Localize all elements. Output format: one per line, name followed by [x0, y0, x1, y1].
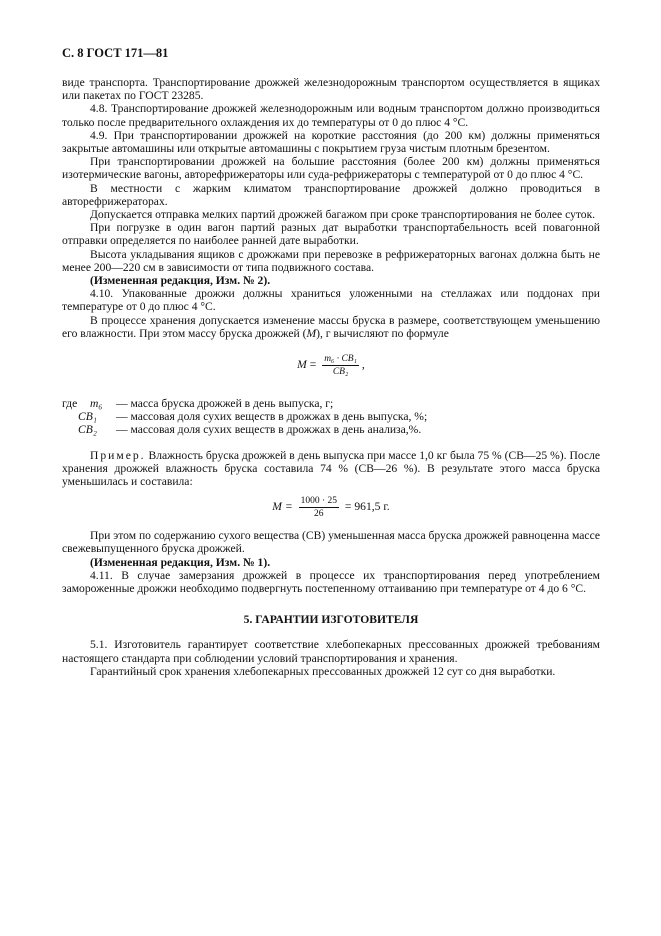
formula-tail: ,	[361, 358, 365, 372]
paragraph: При транспортировании дрожжей на большие расстояния (более 200 км) должны применяться изотермические вагоны, авторефрижераторы или суда-рефрижераторы с температурой от 0 до плюс 4 °С.	[62, 155, 600, 182]
legend-symbol: CB₂	[78, 423, 97, 437]
example-numerator: 1000 · 25	[300, 496, 338, 507]
example-result: = 961,5 г.	[344, 500, 390, 514]
paragraph-4-11: 4.11. В случае замерзания дрожжей в процессе их транспортирования перед употреблением замороженные дрожжи необходимо подвергнуть постепенному оттаиванию при температуре от 4 до 6 °С.	[62, 568, 600, 596]
legend-row	[62, 423, 600, 436]
example-lhs: M =	[272, 500, 293, 514]
legend-where: где	[62, 397, 78, 411]
section-title: 5. ГАРАНТИИ ИЗГОТОВИТЕЛЯ	[243, 613, 419, 627]
paragraph: Гарантийный срок хранения хлебопекарных прессованных дрожжей 12 сут со дня выработки.	[90, 664, 556, 678]
example-label: Пример.	[90, 448, 146, 462]
page-header: С. 8 ГОСТ 171—81	[62, 46, 169, 60]
legend-text: — массовая доля сухих веществ в дрожжах в день выпуска, %;	[116, 410, 428, 424]
paragraph: При погрузке в один вагон партий разных дат выработки транспортабельность всей повагонной отправки определяется по наиболее ранней дате выработки.	[62, 221, 600, 248]
example-fraction	[299, 496, 339, 519]
example-formula	[62, 496, 600, 519]
legend-text: — масса бруска дрожжей в день выпуска, г;	[116, 397, 334, 411]
paragraph-4-9: 4.9. При транспортировании дрожжей на короткие расстояния (до 200 км) должны применяться закрытые автомашины или открытые автомашины с покрытием груза чистым плотным брезентом.	[62, 128, 600, 156]
legend-symbol: CB₁	[78, 410, 97, 424]
legend-row	[62, 410, 600, 423]
amendment-note: (Измененная редакция, Изм. № 1).	[90, 555, 271, 569]
variable-m: M	[306, 326, 317, 340]
formula-equals: =	[309, 358, 317, 372]
formula-numerator: m₆ · CB₁	[324, 354, 357, 365]
paragraph-4-10: 4.10. Упакованные дрожжи должны храниться уложенными на стеллажах или поддонах при температуре от 0 до плюс 4 °С.	[62, 287, 600, 314]
document-page	[62, 46, 600, 678]
formula-lhs: M	[297, 358, 307, 372]
paragraph-4-8: 4.8. Транспортирование дрожжей железнодорожным или водным транспортом должно производиться только после предварительного охлаждения их до температуры от 0 до плюс 4 °С.	[62, 102, 600, 129]
legend-text: — массовая доля сухих веществ в дрожжах в день анализа,%.	[116, 423, 422, 437]
paragraph: При этом по содержанию сухого вещества (СВ) уменьшенная масса бруска дрожжей равноценна массе свежевыпущенного бруска дрожжей.	[62, 529, 600, 556]
mass-formula	[62, 354, 600, 377]
formula-legend	[62, 397, 600, 437]
paragraph: виде транспорта. Транспортирование дрожжей железнодорожным транспортом осуществляется в ящиках или пакетах по ГОСТ 23285.	[62, 76, 600, 103]
legend-row	[62, 397, 600, 410]
example-text: Влажность бруска дрожжей в день выпуска при массе 1,0 кг была 75 % (СВ—25 %). После хранения дрожжей влажность бруска составила 74 % (СВ—26 %). В результате этого масса бруска уменьшилась и составила:	[62, 448, 600, 489]
paragraph-5-1: 5.1. Изготовитель гарантирует соответствие хлебопекарных прессованных дрожжей требованиям настоящего стандарта при соблюдении условий транспортирования и хранения.	[62, 638, 600, 665]
formula-fraction	[322, 354, 359, 377]
legend-symbol: m₆	[90, 397, 103, 411]
paragraph-text: ), г вычисляют по формуле	[316, 326, 449, 340]
formula-denominator: CB₂	[332, 367, 349, 378]
paragraph: Высота укладывания ящиков с дрожжами при перевозке в рефрижераторных вагонах должна быть не менее 200—220 см в зависимости от типа подвижного состава.	[62, 247, 600, 274]
paragraph: В местности с жарким климатом транспортирование дрожжей должно проводиться в авторефрижераторах.	[62, 181, 600, 208]
example-denominator: 26	[314, 509, 324, 520]
paragraph	[62, 314, 600, 340]
paragraph-text: В процессе хранения допускается изменение массы бруска в размере, соответствующем уменьшению его влажности. При этом массу бруска дрожжей (	[62, 313, 600, 340]
example-paragraph	[62, 449, 600, 489]
paragraph: Допускается отправка мелких партий дрожжей багажом при сроке транспортирования не более суток.	[90, 208, 596, 222]
amendment-note: (Измененная редакция, Изм. № 2).	[90, 274, 271, 288]
